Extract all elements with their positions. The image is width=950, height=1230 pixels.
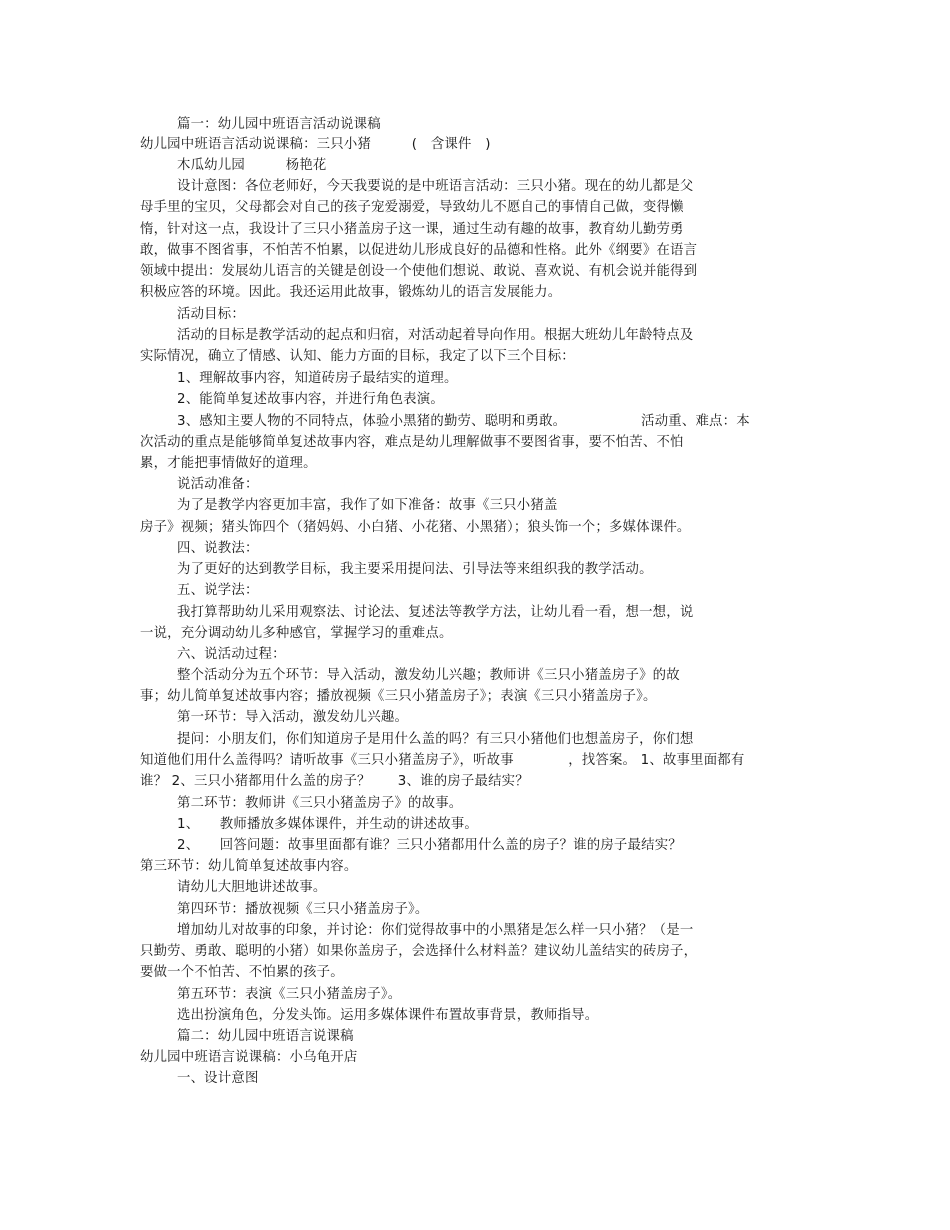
subheading: 说活动准备： [177,477,259,492]
text-line: 选出扮演角色，分发头饰。运用多媒体课件布置故事背景，教师指导。 [177,1008,599,1023]
text-line: 请幼儿大胆地讲述故事。 [177,880,327,895]
section-heading: 篇一：幼儿园中班语言活动说课稿 [177,117,381,132]
text-line: 要做一个不怕苦、不怕累的孩子。 [140,965,344,980]
list-item: 3、感知主要人物的不同特点，体验小黑猪的勤劳、聪明和勇敢。 活动重、难点：本 [177,414,750,429]
section-heading: 篇二：幼儿园中班语言说课稿 [177,1029,354,1044]
text-line: 实际情况，确立了情感、认知、能力方面的目标，我定了以下三个目标： [140,349,575,364]
subheading: 六、说活动过程： [177,647,286,662]
subheading: 第四环节：播放视频《三只小猪盖房子》。 [177,902,429,917]
text-line: 整个活动分为五个环节：导入活动，激发幼儿兴趣；教师讲《三只小猪盖房子》的故 [177,668,680,683]
list-item: 1、 教师播放多媒体课件，并生动的讲述故事。 [177,817,479,832]
subheading: 第三环节：幼儿简单复述故事内容。 [140,859,358,874]
text-line: 知道他们用什么盖得吗？请听故事《三只小猪盖房子》，听故事 ，找答案。 1、故事里面都有 [140,753,745,768]
subheading: 一、设计意图 [177,1071,259,1086]
subheading: 第二环节：教师讲《三只小猪盖房子》的故事。 [177,796,463,811]
list-item: 1、理解故事内容，知道砖房子最结实的道理。 [177,371,458,386]
text-line: 为了是教学内容更加丰富，我作了如下准备：故事《三只小猪盖 [177,498,558,513]
list-item: 2、能简单复述故事内容，并进行角色表演。 [177,392,444,407]
text-line: 活动的目标是教学活动的起点和归宿，对活动起着导向作用。根据大班幼儿年龄特点及 [177,328,694,343]
subheading: 活动目标： [177,307,245,322]
text-line: 积极应答的环境。因此。我还运用此故事，锻炼幼儿的语言发展能力。 [140,285,562,300]
text-line: 惰，针对这一点，我设计了三只小猪盖房子这一课，通过生动有趣的故事，教育幼儿勤劳勇 [140,222,684,237]
text-line: 增加幼儿对故事的印象，并讨论：你们觉得故事中的小黑猪是怎么样一只小猪？（是一 [177,923,694,938]
document-title: 幼儿园中班语言说课稿：小乌龟开店 [140,1050,358,1065]
text-line: 房子》视频；猪头饰四个（猪妈妈、小白猪、小花猪、小黑猪）；狼头饰一个；多媒体课件。 [140,520,691,535]
text-line: 次活动的重点是能够简单复述故事内容，难点是幼儿理解做事不要图省事，要不怕苦、不怕 [140,435,684,450]
text-line: 提问：小朋友们，你们知道房子是用什么盖的吗？有三只小猪他们也想盖房子，你们想 [177,732,694,747]
subheading: 四、说教法： [177,541,259,556]
text-line: 我打算帮助幼儿采用观察法、讨论法、复述法等教学方法，让幼儿看一看，想一想，说 [177,605,694,620]
subheading: 第五环节：表演《三只小猪盖房子》。 [177,987,402,1002]
subheading: 第一环节：导入活动，激发幼儿兴趣。 [177,710,409,725]
text-line: 事；幼儿简单复述故事内容；播放视频《三只小猪盖房子》；表演《三只小猪盖房子》。 [140,689,657,704]
text-line: 母手里的宝贝，父母都会对自己的孩子宠爱溺爱，导致幼儿不愿自己的事情自己做，变得懒 [140,200,684,215]
text-line: 累，才能把事情做好的道理。 [140,456,317,471]
text-line: 设计意图：各位老师好，今天我要说的是中班语言活动：三只小猪。现在的幼儿都是父 [177,179,694,194]
subheading: 五、说学法： [177,583,259,598]
text-line: 谁？ 2、三只小猪都用什么盖的房子？ 3、谁的房子最结实？ [140,774,529,789]
text-line: 一说，充分调动幼儿多种感官，掌握学习的重难点。 [140,626,453,641]
text-line: 为了更好的达到教学目标，我主要采用提问法、引导法等来组织我的教学活动。 [177,562,653,577]
text-line: 敢，做事不图省事，不怕苦不怕累，以促进幼儿形成良好的品德和性格。此外《纲要》在语言 [140,243,698,258]
list-item: 2、 回答问题：故事里面都有谁？三只小猪都用什么盖的房子？谁的房子最结实？ [177,838,682,853]
author-line: 木瓜幼儿园 杨艳花 [177,158,327,173]
document-title: 幼儿园中班语言活动说课稿：三只小猪 ( 含课件 ) [140,137,491,152]
text-line: 只勤劳、勇敢、聪明的小猪）如果你盖房子，会选择什么材料盖？建议幼儿盖结实的砖房子， [140,944,698,959]
text-line: 领域中提出：发展幼儿语言的关键是创设一个使他们想说、敢说、喜欢说、有机会说并能得到 [140,264,698,279]
